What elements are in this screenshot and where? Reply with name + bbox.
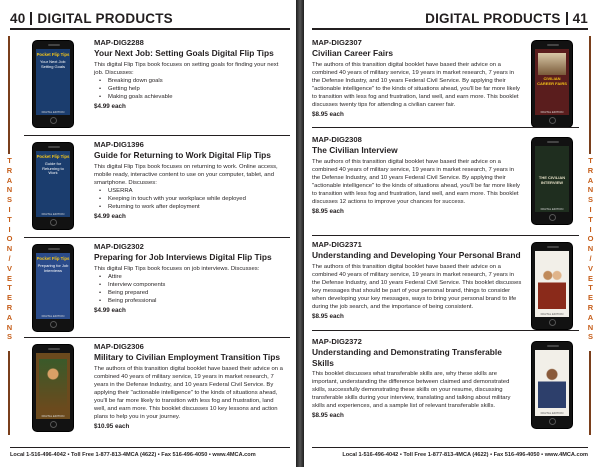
product-price: $8.95 each xyxy=(312,208,344,216)
product-code: MAP-DIG2307 xyxy=(312,38,362,47)
bullet-item: • Being prepared xyxy=(94,289,286,297)
product-title: Military to Civilian Employment Transition Tips xyxy=(94,352,280,362)
side-tab-letter: T xyxy=(588,214,593,224)
product-description: The authors of this transition digital booklet have based their advice on a combined 40 years of military service, 19 years in market research, 7 years in the Defense Industry, and 10 years Federal Civil Service. By applying their "actionable intelligence" to the kinds of situations ahead, you'll be far more likely to transition with less fog and frustration, land well, and earn more. This booklet discusses 12 actions to improve your chances for success. xyxy=(312,158,520,205)
bullet-item: • Being professional xyxy=(94,297,286,305)
side-tab-letter: N xyxy=(6,244,13,254)
side-tab-letter: T xyxy=(7,156,12,165)
product-description: This booklet discusses what transferable skills are, why these skills are important, understanding the difference between claimed and demonstrated skills, successfully demonstrating these skills on your resume, discussing transferable skills during your interview, translating and talking about military skills and experiences, and a sample list of relevant transferable skills. xyxy=(312,371,511,410)
product-price: $8.95 each xyxy=(312,313,344,321)
bullet-item: • Interview components xyxy=(94,281,286,289)
entry-content xyxy=(312,38,523,119)
phone-thumbnail xyxy=(531,137,573,225)
cover-figure-icon xyxy=(39,359,67,409)
side-rule-top xyxy=(8,36,10,154)
bullet-list xyxy=(94,187,286,211)
side-tab-letter: S xyxy=(587,195,593,205)
side-tab-letter: R xyxy=(6,302,13,312)
screen-title: Your Next Job: Setting Goals xyxy=(39,59,67,69)
page-number: 41 xyxy=(572,10,588,26)
product-entry[interactable] xyxy=(312,236,579,331)
side-tab-letter: T xyxy=(7,283,12,293)
screen-footer: DIGITAL EDITION xyxy=(540,312,564,316)
phone-screen xyxy=(535,146,569,212)
screen-title: Guide for Returning to Work xyxy=(42,161,64,176)
screen-logo: Pocket Flip Tips xyxy=(36,154,70,159)
product-entry[interactable] xyxy=(312,34,579,128)
book-gutter xyxy=(296,0,304,467)
bullet-item: • Keeping in touch with your workplace while deployed xyxy=(94,195,286,203)
screen-footer: DIGITAL EDITION xyxy=(41,414,65,418)
screen-footer: DIGITAL EDITION xyxy=(540,207,564,211)
product-title: Your Next Job: Setting Goals Digital Flip Tips xyxy=(94,48,274,58)
side-tab-letter: N xyxy=(587,322,594,332)
phone-screen xyxy=(36,353,70,419)
phone-screen xyxy=(535,49,569,115)
entry-content xyxy=(312,240,523,321)
bullet-item: • Making goals achievable xyxy=(94,93,286,101)
side-tab-letter: R xyxy=(587,302,594,312)
phone-thumbnail xyxy=(531,341,573,429)
page-footer: Local 1-516-496-4042 • Toll Free 1-877-813-4MCA (4622) • Fax 516-496-4050 • www.4MCA.com xyxy=(10,452,256,458)
page-header xyxy=(425,10,588,26)
side-tab-letter: E xyxy=(587,273,593,283)
page-footer: Local 1-516-496-4042 • Toll Free 1-877-813-4MCA (4622) • Fax 516-496-4050 • www.4MCA.com xyxy=(342,452,588,458)
side-tab-letter: R xyxy=(6,165,13,175)
side-tab-letter: O xyxy=(587,234,594,244)
page-header xyxy=(10,10,173,26)
side-tab-letter: E xyxy=(587,293,593,303)
screen-title: Preparing for Job Interviews xyxy=(37,263,69,273)
bullet-item: • Breaking down goals xyxy=(94,77,286,85)
side-rule-bottom xyxy=(589,351,591,435)
product-price: $10.95 each xyxy=(94,423,130,431)
page-number: 40 xyxy=(10,10,26,26)
bullet-list xyxy=(94,273,286,305)
entry-content xyxy=(312,337,523,420)
product-price: $4.99 each xyxy=(94,306,126,314)
product-code: MAP-DIG2308 xyxy=(312,135,362,144)
screen-footer: DIGITAL EDITION xyxy=(540,110,564,114)
header-rule xyxy=(312,28,588,30)
screen-footer: DIGITAL EDITION xyxy=(41,110,65,114)
side-tab xyxy=(581,36,600,435)
side-tab-letter: V xyxy=(6,263,12,273)
side-tab-letter: N xyxy=(587,244,594,254)
side-tab-letter: A xyxy=(587,175,594,185)
side-tab-letter: T xyxy=(588,156,593,165)
side-tab-letter: N xyxy=(6,185,13,195)
side-tab-letter: I xyxy=(8,224,11,234)
product-entry[interactable] xyxy=(24,34,290,136)
product-title: Understanding and Developing Your Personal Brand xyxy=(312,250,521,260)
product-entry[interactable] xyxy=(24,136,290,238)
side-tab-letter: N xyxy=(6,322,13,332)
product-price: $4.99 each xyxy=(94,102,126,110)
side-tab-letter: / xyxy=(589,253,592,263)
product-price: $4.99 each xyxy=(94,213,126,221)
section-title: DIGITAL PRODUCTS xyxy=(425,10,561,26)
entry-content xyxy=(94,38,286,111)
side-tab-letter: A xyxy=(587,312,594,322)
side-tab-letter: S xyxy=(6,195,12,205)
side-tab-letter: N xyxy=(587,185,594,195)
product-description: This digital Flip Tips book focuses on setting goals for finding your next job. Discusses: xyxy=(94,61,279,76)
left-page xyxy=(0,0,296,467)
screen-logo: Pocket Flip Tips xyxy=(36,52,70,57)
footer-rule xyxy=(10,447,290,448)
screen-footer: DIGITAL EDITION xyxy=(41,212,65,216)
side-tab-letters xyxy=(581,154,600,344)
product-code: MAP-DIG2372 xyxy=(312,337,362,346)
screen-title: CIVILIAN CAREER FAIRS xyxy=(537,76,567,86)
side-tab-letter: I xyxy=(8,204,11,214)
side-tab-letter: E xyxy=(6,293,12,303)
entry-content xyxy=(94,242,286,315)
phone-thumbnail xyxy=(32,244,74,332)
product-description: The authors of this transition digital booklet have based their advice on a combined 40 years of military service, 19 years in market research, 7 years in the Defense Industry, and 10 years Federal Civil Service. This booklet discusses key messages that should be part of your personal brand, things to consider when developing your key messages, ways to bring your personal brand to life during the job search, and the importance of being consistent. xyxy=(312,263,522,310)
product-code: MAP-DIG2371 xyxy=(312,240,362,249)
cover-people-icon xyxy=(538,261,566,309)
header-divider xyxy=(30,12,32,25)
product-code: MAP-DIG1396 xyxy=(94,140,144,149)
footer-rule xyxy=(312,447,588,448)
side-tab-letter: / xyxy=(8,253,11,263)
product-code: MAP-DIG2288 xyxy=(94,38,144,47)
section-title: DIGITAL PRODUCTS xyxy=(37,10,173,26)
product-description: The authors of this transition digital booklet have based their advice on a combined 40 years of military service, 19 years in market research, 7 years in the Defense Industry, and 10 years Federal Civil Service. By applying their "actionable intelligence" to the kinds of situations ahead, you'll be far more likely to transition with less fog and frustration, land well, and earn more. This booklet discusses 10 key lessons and action plans to help you in your journey. xyxy=(94,365,283,421)
entry-divider xyxy=(312,127,579,128)
phone-screen xyxy=(535,251,569,317)
screen-footer: DIGITAL EDITION xyxy=(540,411,564,415)
side-tab-letter: S xyxy=(6,332,12,342)
entry-content xyxy=(94,140,286,221)
side-tab-letter: I xyxy=(589,224,592,234)
side-tab-letter: R xyxy=(587,165,594,175)
screen-footer: DIGITAL EDITION xyxy=(41,314,65,318)
phone-thumbnail xyxy=(531,242,573,330)
product-title: The Civilian Interview xyxy=(312,145,398,155)
product-title: Understanding and Demonstrating Transferable Skills xyxy=(312,347,502,368)
product-code: MAP-DIG2306 xyxy=(94,342,144,351)
cover-people-icon xyxy=(538,360,566,408)
phone-thumbnail xyxy=(32,344,74,432)
bullet-item: • Returning to work after deployment xyxy=(94,203,286,211)
product-description: This digital Flip Tips book focuses on returning to work. Online access, mobile ready, interactive content to use on your computer, tablet, and smartphone. Discusses: xyxy=(94,163,278,186)
product-title: Guide for Returning to Work Digital Flip Tips xyxy=(94,150,271,160)
side-tab-letter: O xyxy=(6,234,13,244)
side-tab-letter: A xyxy=(6,312,13,322)
phone-screen xyxy=(36,151,70,217)
product-description: This digital Flip Tips book focuses on job interviews. Discusses: xyxy=(94,265,260,272)
entry-content xyxy=(312,135,523,216)
product-entry[interactable] xyxy=(312,131,579,236)
entry-content xyxy=(94,342,286,431)
bullet-list xyxy=(94,77,286,101)
phone-screen xyxy=(535,350,569,416)
bullet-item: • Getting help xyxy=(94,85,286,93)
product-entry[interactable] xyxy=(312,331,579,435)
product-entry[interactable] xyxy=(24,338,290,435)
cover-photo-icon xyxy=(538,53,566,75)
bullet-item: • Attire xyxy=(94,273,286,281)
side-tab-letter: A xyxy=(6,175,13,185)
product-entry[interactable] xyxy=(24,238,290,338)
bullet-item: • USERRA xyxy=(94,187,286,195)
screen-logo: Pocket Flip Tips xyxy=(36,256,70,261)
product-title: Civilian Career Fairs xyxy=(312,48,393,58)
phone-thumbnail xyxy=(531,40,573,128)
phone-thumbnail xyxy=(32,142,74,230)
header-divider xyxy=(566,12,568,25)
side-tab-letter: V xyxy=(587,263,593,273)
product-title: Preparing for Job Interviews Digital Flip Tips xyxy=(94,252,272,262)
phone-screen xyxy=(36,49,70,115)
side-rule-bottom xyxy=(8,351,10,435)
product-price: $8.95 each xyxy=(312,111,344,119)
product-code: MAP-DIG2302 xyxy=(94,242,144,251)
side-tab xyxy=(0,36,19,435)
product-price: $8.95 each xyxy=(312,412,344,420)
right-page xyxy=(304,0,600,467)
header-rule xyxy=(10,28,290,30)
side-rule-top xyxy=(589,36,591,154)
phone-thumbnail xyxy=(32,40,74,128)
phone-screen xyxy=(36,253,70,319)
side-tab-letter: T xyxy=(7,214,12,224)
side-tab-letter: E xyxy=(6,273,12,283)
side-tab-letter: I xyxy=(589,204,592,214)
screen-title: THE CIVILIAN INTERVIEW xyxy=(538,175,566,185)
product-description: The authors of this transition digital booklet have based their advice on a combined 40 years of military service, 19 years in market research, 7 years in the Defense Industry, and 10 years Federal Civil Service. By applying their "actionable intelligence" to the kinds of situations ahead, you'll be far more likely to transition with less fog and frustration, land well, and earn more. This booklet discusses twenty tips for attending a civilian career fair. xyxy=(312,61,520,108)
side-tab-letter: S xyxy=(587,332,593,342)
side-tab-letters xyxy=(0,154,19,344)
side-tab-letter: T xyxy=(588,283,593,293)
